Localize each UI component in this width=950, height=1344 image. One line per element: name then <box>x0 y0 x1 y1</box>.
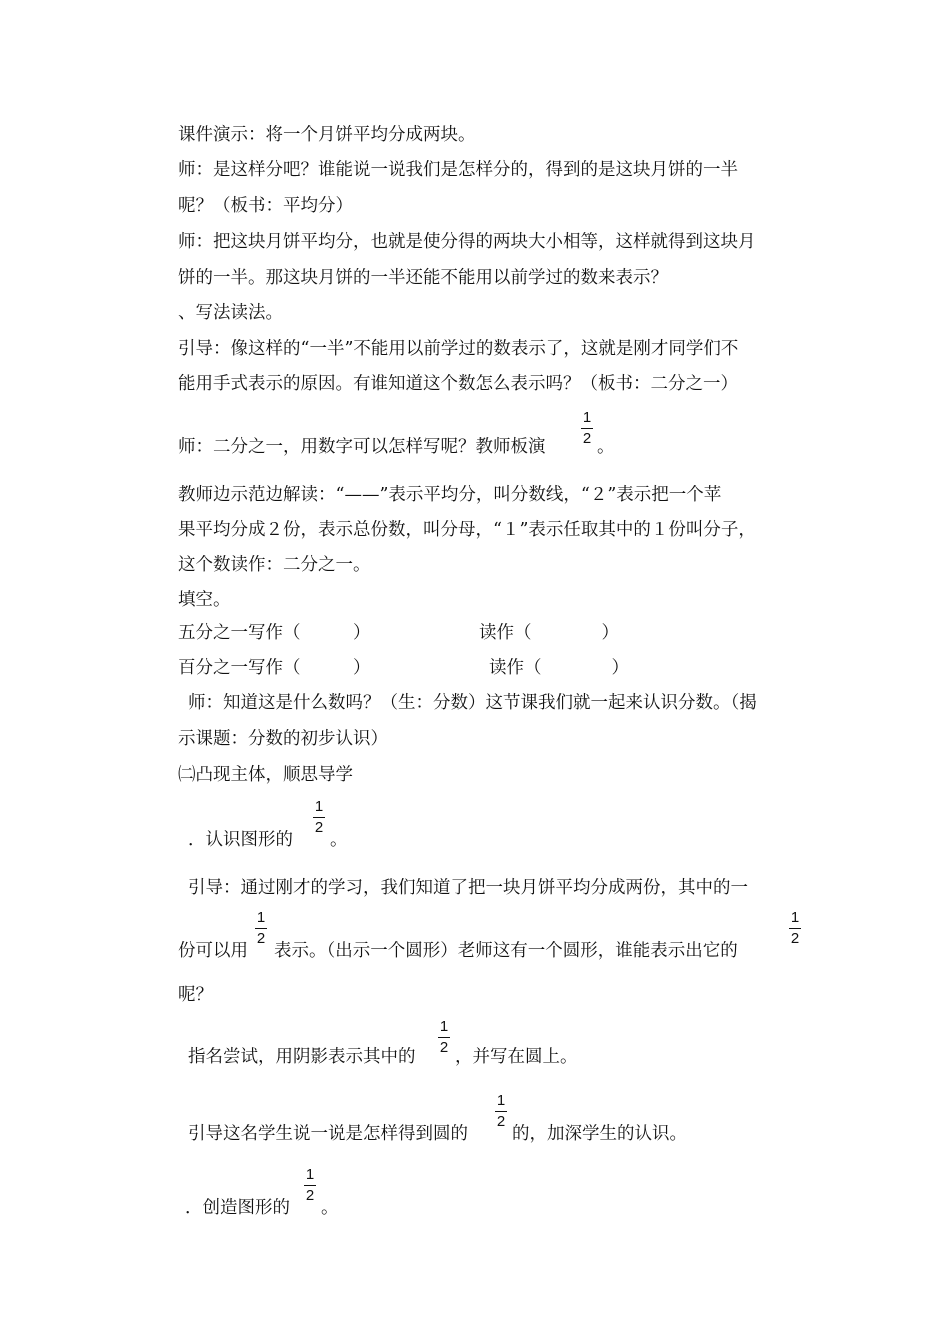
fraction-denominator: 2 <box>256 930 266 947</box>
fraction-one-half <box>255 910 267 946</box>
text-line: 份可以用 <box>178 941 248 961</box>
fraction-numerator: 1 <box>496 1092 506 1109</box>
fill-blank-item: 读作（ ） <box>489 658 629 678</box>
fraction-denominator: 2 <box>496 1113 506 1130</box>
text-line: 课件演示：将一个月饼平均分成两块。 <box>178 125 476 145</box>
fraction-denominator: 2 <box>790 930 800 947</box>
text-line: 。 <box>597 437 615 457</box>
fraction-bar <box>789 928 801 929</box>
fraction-one-half <box>304 1167 316 1203</box>
text-line: 。 <box>321 1198 339 1218</box>
section-heading: ㈡凸现主体，顺思导学 <box>178 765 353 785</box>
fraction-numerator: 1 <box>256 909 266 926</box>
fraction-bar <box>304 1185 316 1186</box>
fill-blank-item: 读作（ ） <box>479 623 619 643</box>
text-line: 引导：像这样的“一半”不能用以前学过的数表示了，这就是刚才同学们不 <box>178 339 739 359</box>
fraction-bar <box>438 1037 450 1038</box>
subsection-heading: ．创造图形的 <box>185 1198 290 1218</box>
text-line: 师：二分之一，用数字可以怎样写呢？教师板演 <box>178 437 546 457</box>
fraction-bar <box>255 928 267 929</box>
fraction-denominator: 2 <box>305 1187 315 1204</box>
text-line: 果平均分成２份，表示总份数，叫分母，“１”表示任取其中的１份叫分子， <box>178 520 756 540</box>
text-line: 表示。（出示一个圆形）老师这有一个圆形，谁能表示出它的 <box>274 941 738 961</box>
fraction-one-half <box>789 910 801 946</box>
text-line: 师：把这块月饼平均分，也就是使分得的两块大小相等，这样就得到这块月 <box>178 232 756 252</box>
text-line: 能用手式表示的原因。有谁知道这个数怎么表示吗？（板书：二分之一） <box>178 374 738 394</box>
fill-blank-item: 五分之一写作（ ） <box>178 623 371 643</box>
text-line: 引导这名学生说一说是怎样得到圆的 <box>188 1124 468 1144</box>
fraction-bar <box>495 1111 507 1112</box>
section-heading: 、写法读法。 <box>178 303 283 323</box>
fraction-denominator: 2 <box>314 819 324 836</box>
fraction-one-half <box>495 1093 507 1129</box>
text-line: 这个数读作：二分之一。 <box>178 555 371 575</box>
text-line: 教师边示范边解读：“——”表示平均分，叫分数线，“２”表示把一个苹 <box>178 485 722 505</box>
fraction-one-half <box>438 1019 450 1055</box>
fraction-numerator: 1 <box>305 1166 315 1183</box>
text-line: 指名尝试，用阴影表示其中的 <box>188 1047 416 1067</box>
subsection-heading: ．认识图形的 <box>188 830 293 850</box>
text-line: 师：知道这是什么数吗？（生：分数）这节课我们就一起来认识分数。（揭 <box>188 693 757 713</box>
text-line: 饼的一半。那这块月饼的一半还能不能用以前学过的数来表示？ <box>178 268 668 288</box>
text-line: 填空。 <box>178 590 231 610</box>
fraction-one-half <box>313 799 325 835</box>
fraction-one-half <box>581 410 593 446</box>
fraction-denominator: 2 <box>582 430 592 447</box>
text-line: 师：是这样分吧？谁能说一说我们是怎样分的，得到的是这块月饼的一半 <box>178 160 738 180</box>
fraction-numerator: 1 <box>314 798 324 815</box>
fraction-bar <box>581 428 593 429</box>
text-line: ，并写在圆上。 <box>455 1047 578 1067</box>
fraction-bar <box>313 817 325 818</box>
text-line: 呢？（板书：平均分） <box>178 196 353 216</box>
fill-blank-item: 百分之一写作（ ） <box>178 658 371 678</box>
fraction-numerator: 1 <box>582 409 592 426</box>
text-line: 示课题：分数的初步认识） <box>178 729 388 749</box>
fraction-numerator: 1 <box>790 909 800 926</box>
fraction-denominator: 2 <box>439 1039 449 1056</box>
text-line: 引导：通过刚才的学习，我们知道了把一块月饼平均分成两份，其中的一 <box>188 878 748 898</box>
text-line: 呢？ <box>178 985 213 1005</box>
text-line: 。 <box>330 830 348 850</box>
fraction-numerator: 1 <box>439 1018 449 1035</box>
text-line: 的，加深学生的认识。 <box>512 1124 687 1144</box>
